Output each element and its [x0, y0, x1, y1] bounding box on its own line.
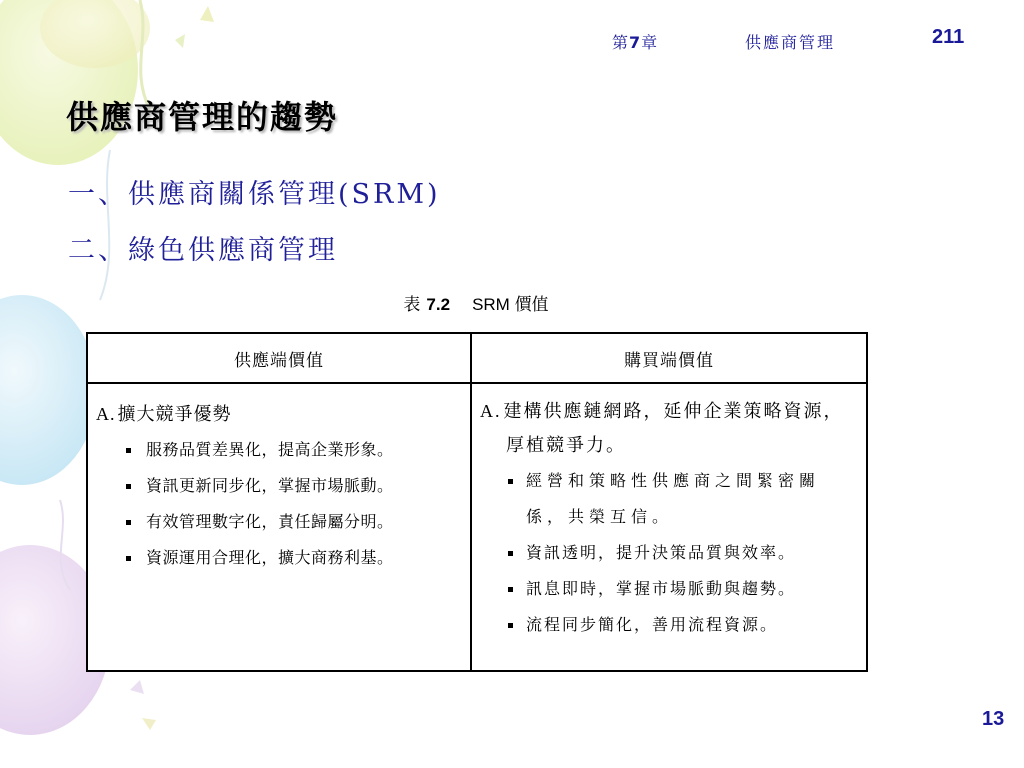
caption-prefix: 表 [403, 295, 421, 314]
slide-number: 13 [982, 708, 1005, 730]
supplier-bullet-list [88, 432, 470, 576]
list-item: 資訊更新同步化，掌握市場脈動。 [88, 468, 470, 504]
point-green-supplier: 二、綠色供應商管理 [68, 235, 338, 266]
caption-text: SRM 價值 [472, 295, 549, 314]
slide-title: 供應商管理的趨勢 [66, 98, 339, 136]
list-item: 資源運用合理化，擴大商務利基。 [88, 540, 470, 576]
supplier-value-cell [87, 383, 471, 671]
list-item: 服務品質差異化，提高企業形象。 [88, 432, 470, 468]
list-item: 訊息即時，掌握市場脈動與趨勢。 [472, 571, 866, 607]
point-srm: 一、供應商關係管理(SRM) [68, 179, 441, 210]
chapter-label: 第7章 [612, 33, 659, 52]
table-caption [0, 290, 952, 315]
book-page-number: 211 [932, 26, 965, 48]
list-item: 流程同步簡化，善用流程資源。 [472, 607, 866, 643]
supplier-heading: A. 擴大競爭優勢 [96, 404, 232, 425]
caption-number: 7.2 [426, 295, 451, 314]
buyer-value-cell [471, 383, 867, 671]
list-item: 有效管理數字化，責任歸屬分明。 [88, 504, 470, 540]
header-supplier-value: 供應端價值 [87, 333, 471, 383]
chapter-title: 供應商管理 [745, 33, 836, 52]
buyer-heading: A. 建構供應鏈網路，延伸企業策略資源，厚植競爭力。 [480, 401, 844, 456]
srm-value-table [86, 332, 868, 672]
buyer-bullet-list [472, 463, 866, 643]
header-buyer-value: 購買端價值 [471, 333, 867, 383]
list-item: 資訊透明，提升決策品質與效率。 [472, 535, 866, 571]
list-item: 經營和策略性供應商之間緊密關係，共榮互信。 [472, 463, 866, 535]
